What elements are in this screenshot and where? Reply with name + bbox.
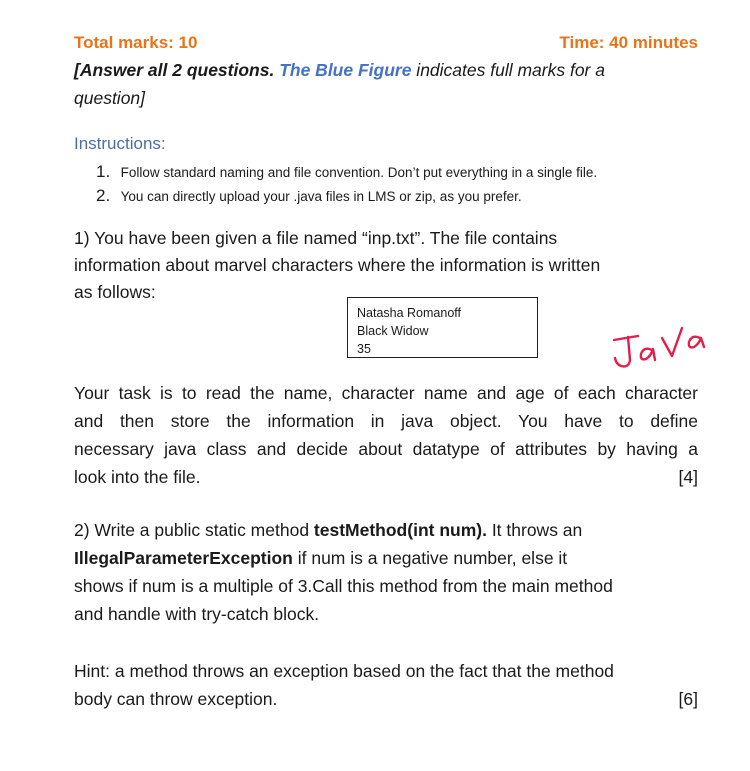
- file-content-box: [347, 297, 538, 358]
- instructions-heading: Instructions:: [74, 134, 166, 153]
- q1-intro-line: information about marvel characters where the information is written: [74, 255, 601, 275]
- answer-note-part1: [Answer all 2 questions.: [74, 60, 280, 80]
- q2-hint-line1: Hint: a method throws an exception based on the fact that the method: [74, 661, 614, 681]
- instruction-item: [96, 162, 597, 182]
- q1-task-line: Your task is to read the name, character name and age of each character: [74, 383, 698, 403]
- q2-line3: shows if num is a multiple of 3.Call this method from the main method: [74, 576, 613, 596]
- total-marks: Total marks: 10: [74, 33, 198, 52]
- instruction-number: 2.: [96, 186, 111, 205]
- q2-line2: [74, 548, 567, 569]
- q2-method-name: testMethod(int num).: [313, 520, 487, 540]
- instruction-item: [96, 186, 522, 206]
- q2-hint-line2: body can throw exception.: [74, 689, 278, 709]
- q2-line4: and handle with try-catch block.: [74, 604, 320, 624]
- q2-exception-name: IllegalParameterException: [74, 548, 293, 568]
- q1-task-paragraph: [74, 379, 698, 491]
- q1-last-line: [74, 463, 698, 491]
- answer-note-part3: indicates full marks for a: [411, 60, 605, 80]
- q1-intro-line: 1) You have been given a file named “inp.txt”. The file contains: [74, 228, 558, 248]
- file-line: Black Widow: [357, 324, 429, 338]
- q1-marks: [4]: [678, 467, 698, 487]
- java-handwritten-annotation: [608, 314, 718, 374]
- instruction-text: You can directly upload your .java files in LMS or zip, as you prefer.: [120, 189, 522, 204]
- q1-task-line: and then store the information in java object. You have to define: [74, 411, 698, 431]
- time-limit: Time: 40 minutes: [559, 33, 698, 52]
- instruction-text: Follow standard naming and file convention. Don’t put everything in a single file.: [120, 165, 598, 180]
- q1-task-last: look into the file.: [74, 467, 201, 487]
- q2-line1-a: 2) Write a public static method: [74, 520, 314, 540]
- answer-note-line2: question]: [74, 88, 146, 108]
- q2-line2-b: if num is a negative number, else it: [292, 548, 568, 568]
- q2-line1-c: It throws an: [486, 520, 583, 540]
- q2-marks: [6]: [678, 689, 698, 709]
- q1-task-line: necessary java class and decide about datatype of attributes by having a: [74, 439, 698, 459]
- file-line: Natasha Romanoff: [357, 306, 461, 320]
- file-line: 35: [357, 342, 371, 356]
- answer-note: [74, 60, 605, 81]
- instruction-number: 1.: [96, 162, 111, 181]
- q1-intro-line: as follows:: [74, 282, 156, 302]
- q2-line1: [74, 520, 582, 541]
- blue-figure-text: The Blue Figure: [279, 60, 412, 80]
